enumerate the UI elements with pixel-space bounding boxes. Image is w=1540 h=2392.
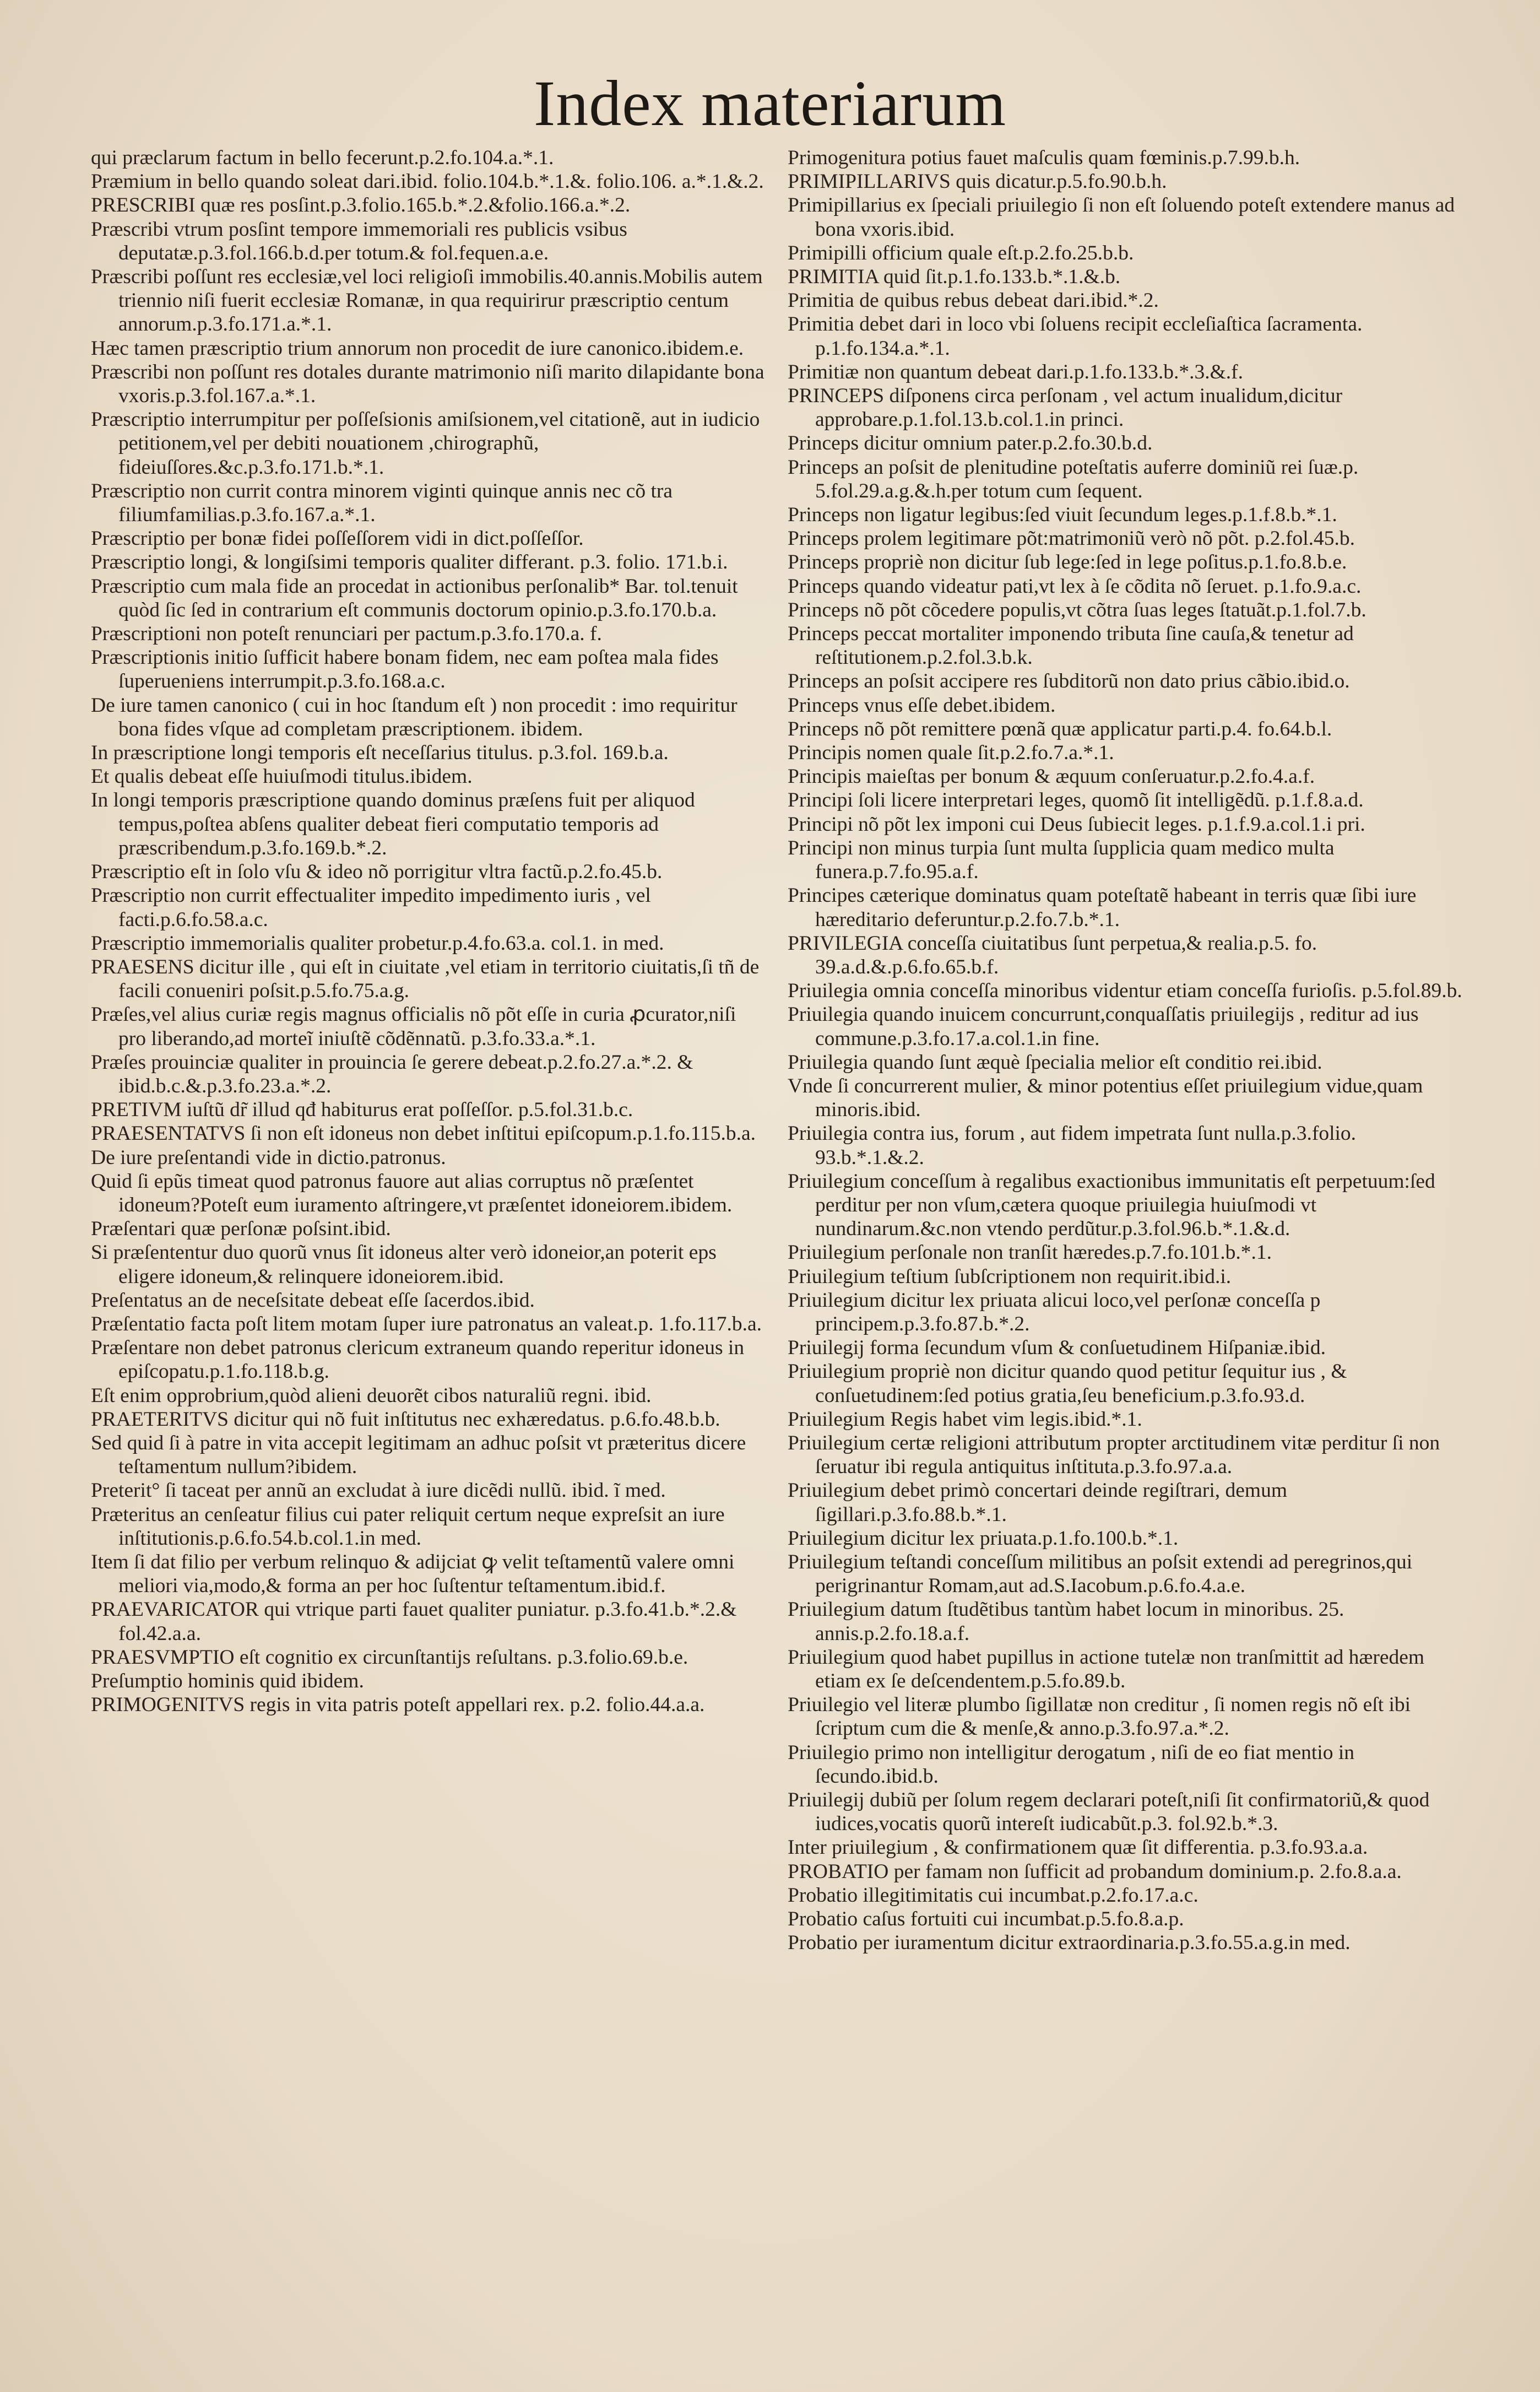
- index-entry: Præscriptioni non poteſt renunciari per pactum.p.3.fo.170.a. f.: [91, 623, 602, 646]
- index-entry: Priuilegio vel literæ plumbo ſigillatæ non creditur , ſi nomen regis nõ eſt ibi ſcriptum cum die & menſe,& anno.p.3.fo.97.a.*.2.: [788, 1693, 1411, 1740]
- index-entry: Principi ſoli licere interpretari leges, quomõ ſit intelligẽdũ. p.1.f.8.a.d.: [788, 789, 1364, 812]
- index-entry: Primipilli officium quale eſt.p.2.fo.25.b.b.: [788, 241, 1134, 264]
- index-entry: PRAETERITVS dicitur qui nõ fuit inſtitutus nec exhæredatus. p.6.fo.48.b.b.: [91, 1408, 720, 1431]
- page-header: Index materiarum: [533, 67, 1007, 139]
- index-entry: Hæc tamen præscriptio trium annorum non procedit de iure canonico.ibidem.e.: [91, 337, 744, 360]
- index-entry: Preſumptio hominis quid ibidem.: [91, 1670, 364, 1692]
- index-entry: Præscriptio immemorialis qualiter probetur.p.4.fo.63.a. col.1. in med.: [91, 932, 664, 955]
- index-entry: Princeps quando videatur pati,vt lex à ſe cõdita nõ ſeruet. p.1.fo.9.a.c.: [788, 575, 1362, 598]
- index-entry: PRAESVMPTIO eſt cognitio ex circunſtantijs reſultans. p.3.folio.69.b.e.: [91, 1646, 688, 1669]
- index-entry: Priuilegij dubiũ per ſolum regem declarari poteſt,niſi ſit confirmatoriũ,& quod iudices,vocatis quorũ intereſt iudicabũt.p.3. fol.92.b.*.3.: [788, 1789, 1430, 1836]
- index-entry: PRINCEPS diſponens circa perſonam , vel actum inualidum,dicitur approbare.p.1.fol.13.b.col.1.in princi.: [788, 385, 1343, 431]
- index-entry: Præſentatio facta poſt litem motam ſuper iure patronatus an valeat.p. 1.fo.117.b.a.: [91, 1312, 762, 1335]
- index-entry: In præscriptione longi temporis eſt neceſſarius titulus. p.3.fol. 169.b.a.: [91, 742, 669, 765]
- index-entry: Priuilegij forma ſecundum vſum & conſuetudinem Hiſpaniæ.ibid.: [788, 1336, 1326, 1360]
- index-entry: Præscribi non poſſunt res dotales durante matrimonio niſi marito dilapidante bona vxoris.p.3.fol.167.a.*.1.: [91, 360, 764, 408]
- index-entry: Præscribi vtrum posſint tempore immemoriali res publicis vsibus deputatæ.p.3.fol.166.b.d.per totum.& fol.fequen.a.e.: [91, 218, 627, 264]
- index-entry: Primitiæ non quantum debeat dari.p.1.fo.133.b.*.3.&.f.: [788, 360, 1243, 383]
- index-entry: Princeps propriè non dicitur ſub lege:ſed in lege poſitus.p.1.fo.8.b.e.: [788, 551, 1347, 574]
- index-entry: Inter priuilegium , & confirmationem quæ ſit differentia. p.3.fo.93.a.a.: [788, 1836, 1368, 1859]
- index-entry: Præscriptio interrumpitur per poſſeſsionis amiſsionem,vel citationẽ, aut in iudicio petitionem,vel per debiti nouationem ,chirographũ, fideiuſſores.&c.p.3.fo.171.b.*.1.: [91, 408, 760, 479]
- index-entry: Priuilegium perſonale non tranſit hæredes.p.7.fo.101.b.*.1.: [788, 1241, 1272, 1264]
- index-entry: Quid ſi epũs timeat quod patronus fauore aut alias corruptus nõ præſentet idoneum?Poteſt eum iuramento aſtringere,vt præſentet idoneiorem.ibidem.: [91, 1170, 733, 1216]
- index-entry: Priuilegium Regis habet vim legis.ibid.*.1.: [788, 1408, 1142, 1431]
- index-entry: Præſes,vel alius curiæ regis magnus officialis nõ põt eſſe in curia ꝓcurator,niſi pro liberando,ad morteĩ iniuſtẽ cõdẽnnatũ. p.3.fo.33.a.*.1.: [91, 1003, 736, 1050]
- index-entry: De iure tamen canonico ( cui in hoc ſtandum eſt ) non procedit : imo requiritur bona fides vſque ad completam præscriptionem. ibidem.: [91, 694, 738, 740]
- index-entry: Princeps peccat mortaliter imponendo tributa ſine cauſa,& tenetur ad reſtitutionem.p.2.fol.3.b.k.: [788, 623, 1354, 669]
- index-entry: Præſentari quæ perſonæ poſsint.ibid.: [91, 1217, 391, 1241]
- index-entry: Præscriptio non currit contra minorem viginti quinque annis nec cõ tra filiumfamilias.p.3.fo.167.a.*.1.: [91, 479, 673, 527]
- index-entry: Priuilegio primo non intelligitur derogatum , niſi de eo fiat mentio in ſecundo.ibid.b.: [788, 1741, 1354, 1788]
- index-entry: Princeps vnus eſſe debet.ibidem.: [788, 694, 1056, 717]
- index-entry: Item ſi dat filio per verbum relinquo & adijciat ꝙ velit teſtamentũ valere omni meliori via,modo,& forma an per hoc ſuſtentur teſtamentum.ibid.f.: [91, 1550, 735, 1598]
- index-entry: Vnde ſi concurrerent mulier, & minor potentius eſſet priuilegium vidue,quam minoris.ibid.: [788, 1074, 1423, 1122]
- index-entry: Princeps prolem legitimare põt:matrimoniũ verò nõ põt. p.2.fol.45.b.: [788, 527, 1355, 550]
- index-entry: Præscribi poſſunt res ecclesiæ,vel loci religioſi immobilis.40.annis.Mobilis autem triennio niſi fuerit ecclesiæ Romanæ, in qua requirirur præscriptio centum annorum.p.3.fo.171.a.*.1.: [91, 266, 763, 336]
- index-entry: Primogenitura potius fauet maſculis quam fœminis.p.7.99.b.h.: [788, 147, 1300, 169]
- index-entry: Priuilegia contra ius, forum , aut fidem impetrata ſunt nulla.p.3.folio. 93.b.*.1.&.2.: [788, 1122, 1357, 1169]
- index-entry: PRIMOGENITVS regis in vita patris poteſt appellari rex. p.2. folio.44.a.a.: [91, 1693, 705, 1717]
- index-entry: Probatio caſus fortuiti cui incumbat.p.5.fo.8.a.p.: [788, 1908, 1184, 1931]
- index-entry: Præſes prouinciæ qualiter in prouincia ſe gerere debeat.p.2.fo.27.a.*.2. & ibid.b.c.&.p.3.fo.23.a.*.2.: [91, 1051, 693, 1097]
- index-entry: Probatio illegitimitatis cui incumbat.p.2.fo.17.a.c.: [788, 1884, 1199, 1907]
- index-entry: PRETIVM iuſtũ dr̃ illud qđ habiturus erat poſſeſſor. p.5.fol.31.b.c.: [91, 1098, 633, 1122]
- index-entry: PRAESENTATVS ſi non eſt idoneus non debet inſtitui epiſcopum.p.1.fo.115.b.a.: [91, 1122, 756, 1145]
- index-entry: PRAEVARICATOR qui vtrique parti fauet qualiter puniatur. p.3.fo.41.b.*.2.& fol.42.a.a.: [91, 1598, 737, 1645]
- index-entry: Preterit° ſi taceat per annũ an excludat à iure dicẽdi nullũ. ibid. ĩ med.: [91, 1479, 666, 1502]
- index-entry: De iure preſentandi vide in dictio.patronus.: [91, 1146, 446, 1169]
- index-entry: PRIMIPILLARIVS quis dicatur.p.5.fo.90.b.h.: [788, 170, 1167, 193]
- index-entry: Principes cæterique dominatus quam poteſtatẽ habeant in terris quæ ſibi iure hæreditario deferuntur.p.2.fo.7.b.*.1.: [788, 884, 1417, 931]
- index-entry: Priuilegium quod habet pupillus in actione tutelæ non tranſmittit ad hæredem etiam ex ſe deſcendentem.p.5.fo.89.b.: [788, 1646, 1425, 1692]
- index-entry: Principi nõ põt lex imponi cui Deus ſubiecit leges. p.1.f.9.a.col.1.i pri.: [788, 813, 1365, 836]
- index-entry: Priuilegia quando inuicem concurrunt,conquaſſatis priuilegijs , reditur ad ius commune.p.3.fo.17.a.col.1.in fine.: [788, 1003, 1419, 1050]
- index-entry: Præscriptio cum mala fide an procedat in actionibus perſonalib* Bar. tol.tenuit quòd ſic ſed in contrarium eſt communis doctorum opinio.p.3.fo.170.b.a.: [91, 575, 738, 621]
- index-entry: Præscriptionis initio ſufficit habere bonam fidem, nec eam poſtea mala fides ſuperueniens interrumpit.p.3.fo.168.a.c.: [91, 646, 719, 693]
- index-entry: Preſentatus an de neceſsitate debeat eſſe ſacerdos.ibid.: [91, 1289, 535, 1312]
- index-entry: Princeps dicitur omnium pater.p.2.fo.30.b.d.: [788, 432, 1153, 455]
- index-entry: Eſt enim opprobrium,quòd alieni deuorẽt cibos naturaliũ regni. ibid.: [91, 1384, 652, 1407]
- index-entry: Priuilegium teſtium ſubſcriptionem non requirit.ibid.i.: [788, 1265, 1232, 1288]
- index-entry: Principis nomen quale ſit.p.2.fo.7.a.*.1.: [788, 742, 1114, 765]
- index-entry: Si præſententur duo quorũ vnus ſit idoneus alter verò idoneior,an poterit eps eligere idoneum,& relinquere idoneiorem.ibid.: [91, 1241, 717, 1288]
- index-entry: PRAESENS dicitur ille , qui eſt in ciuitate ,vel etiam in territorio ciuitatis,ſi tñ de facili conueniri poſsit.p.5.fo.75.a.g.: [91, 955, 760, 1003]
- index-entry: In longi temporis præscriptione quando dominus præſens fuit per aliquod tempus,poſtea abſens qualiter debeat fieri computatio temporis ad præscribendum.p.3.fo.169.b.*.2.: [91, 789, 695, 859]
- index-entry: Principi non minus turpia ſunt multa ſupplicia quam medico multa funera.p.7.fo.95.a.f.: [788, 836, 1335, 884]
- index-entry: Principis maieſtas per bonum & æquum conſeruatur.p.2.fo.4.a.f.: [788, 765, 1315, 788]
- index-entry: Sed quid ſi à patre in vita accepit legitimam an adhuc poſsit vt præteritus dicere teſtamentum nullum?ibidem.: [91, 1431, 746, 1479]
- index-entry: Præscriptio eſt in ſolo vſu & ideo nõ porrigitur vltra factũ.p.2.fo.45.b.: [91, 861, 663, 884]
- index-entry: Probatio per iuramentum dicitur extraordinaria.p.3.fo.55.a.g.in med.: [788, 1931, 1351, 1955]
- index-entry: Priuilegium datum ſtudẽtibus tantùm habet locum in minoribus. 25. annis.p.2.fo.18.a.f.: [788, 1598, 1344, 1645]
- index-entry: Princeps an poſsit accipere res ſubditorũ non dato prius cãbio.ibid.o.: [788, 670, 1350, 693]
- index-entry: Primitia debet dari in loco vbi ſoluens recipit eccleſiaſtica ſacramenta. p.1.fo.134.a.*.1.: [788, 313, 1363, 360]
- index-entry: Præscriptio longi, & longiſsimi temporis qualiter differant. p.3. folio. 171.b.i.: [91, 551, 728, 574]
- index-entry: Priuilegium dicitur lex priuata.p.1.fo.100.b.*.1.: [788, 1527, 1179, 1550]
- index-entry: Præscriptio per bonæ fidei poſſeſſorem vidi in dict.poſſeſſor.: [91, 527, 584, 550]
- index-entry: Priuilegium debet primò concertari deinde regiſtrari, demum ſigillari.p.3.fo.88.b.*.1.: [788, 1479, 1287, 1526]
- index-entry: PRIMITIA quid ſit.p.1.fo.133.b.*.1.&.b.: [788, 266, 1121, 289]
- index-entry: Princeps an poſsit de plenitudine poteſtatis auferre dominiũ rei ſuæ.p. 5.fol.29.a.g.&.h.per totum cum ſequent.: [788, 456, 1359, 502]
- index-entry: Et qualis debeat eſſe huiuſmodi titulus.ibidem.: [91, 765, 473, 788]
- index-entry: Præscriptio non currit effectualiter impedito impedimento iuris , vel facti.p.6.fo.58.a.c.: [91, 884, 651, 931]
- index-entry: PRESCRIBI quæ res posſint.p.3.folio.165.b.*.2.&folio.166.a.*.2.: [91, 194, 631, 217]
- index-entry: Præſentare non debet patronus clericum extraneum quando reperitur idoneus in epiſcopatu.p.1.fo.118.b.g.: [91, 1336, 745, 1383]
- index-entry: qui præclarum factum in bello fecerunt.p.2.fo.104.a.*.1.: [91, 147, 554, 169]
- index-entry: Priuilegium teſtandi conceſſum militibus an poſsit extendi ad peregrinos,qui perigrinantur Romam,aut ad.S.Iacobum.p.6.fo.4.a.e.: [788, 1550, 1413, 1598]
- right-column: [788, 146, 1465, 1955]
- left-column: [91, 146, 768, 1717]
- index-entry: Primitia de quibus rebus debeat dari.ibid.*.2.: [788, 289, 1159, 312]
- index-entry: Primipillarius ex ſpeciali priuilegio ſi non eſt ſoluendo poteſt extendere manus ad bona vxoris.ibid.: [788, 194, 1455, 241]
- index-entry: Priuilegia omnia conceſſa minoribus videntur etiam conceſſa furioſis. p.5.fol.89.b.: [788, 979, 1462, 1003]
- index-entry: Priuilegia quando ſunt æquè ſpecialia melior eſt conditio rei.ibid.: [788, 1051, 1322, 1074]
- index-entry: Præmium in bello quando soleat dari.ibid. folio.104.b.*.1.&. folio.106. a.*.1.&.2.: [91, 170, 764, 193]
- index-entry: Priuilegium conceſſum à regalibus exactionibus immunitatis eſt perpetuum:ſed perditur per non vſum,cætera quoque priuilegia huiuſmodi vt nundinarum.&c.non vtendo perdũtur.p.3.fol.96.b.*.1.&.d.: [788, 1170, 1435, 1241]
- index-entry: Princeps non ligatur legibus:ſed viuit ſecundum leges.p.1.f.8.b.*.1.: [788, 504, 1337, 527]
- index-entry: Priuilegium dicitur lex priuata alicui loco,vel perſonæ conceſſa p principem.p.3.fo.87.b.*.2.: [788, 1289, 1321, 1335]
- index-entry: Priuilegium certæ religioni attributum propter arctitudinem vitæ perditur ſi non ſeruatur ibi regula antiquitus inſtituta.p.3.fo.97.a.a.: [788, 1431, 1440, 1479]
- index-entry: Priuilegium propriè non dicitur quando quod petitur ſequitur ius , & conſuetudinem:ſed potius gratia,ſeu beneficium.p.3.fo.93.d.: [788, 1360, 1347, 1407]
- index-entry: PRIVILEGIA conceſſa ciuitatibus ſunt perpetua,& realia.p.5. fo. 39.a.d.&.p.6.fo.65.b.f.: [788, 932, 1317, 978]
- index-entry: Præteritus an cenſeatur filius cui pater reliquit certum neque expreſsit an iure inſtitutionis.p.6.fo.54.b.col.1.in med.: [91, 1503, 725, 1550]
- index-entry: PROBATIO per famam non ſufficit ad probandum dominium.p. 2.fo.8.a.a.: [788, 1860, 1402, 1883]
- index-entry: Princeps nõ põt remittere pœnã quæ applicatur parti.p.4. fo.64.b.l.: [788, 717, 1332, 740]
- index-entry: Princeps nõ põt cõcedere populis,vt cõtra ſuas leges ſtatuãt.p.1.fol.7.b.: [788, 598, 1367, 621]
